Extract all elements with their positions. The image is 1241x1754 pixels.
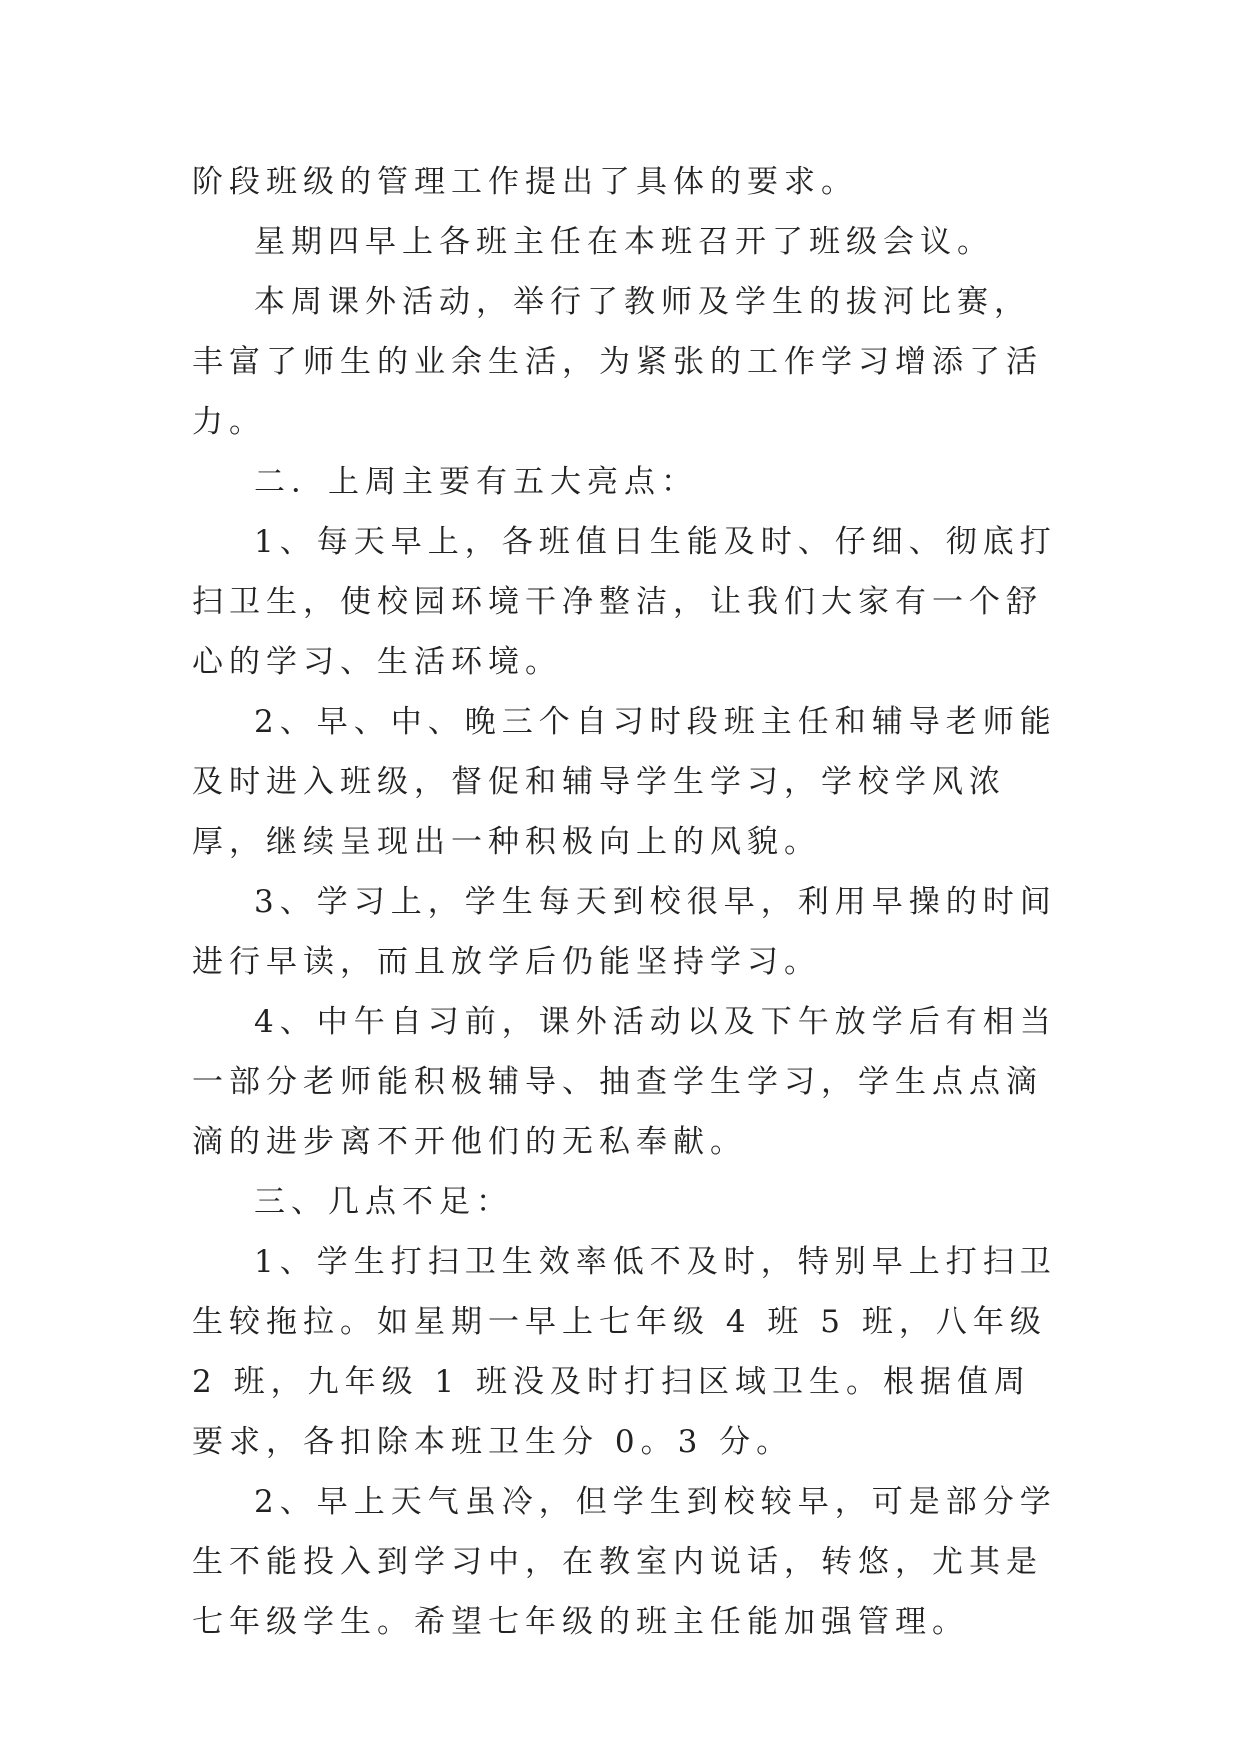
list-item: 2、早上天气虽冷，但学生到校较早，可是部分学生不能投入到学习中，在教室内说话，转悠，尤其是七年级学生。希望七年级的班主任能加强管理。 <box>192 1484 1057 1640</box>
list-item: 1、学生打扫卫生效率低不及时，特别早上打扫卫生较拖拉。如星期一早上七年级 4 班 5 班，八年级 2 班，九年级 1 班没及时打扫区域卫生。根据值周要求，各扣除本班卫生分 0。3 分。 <box>192 1244 1057 1460</box>
paragraph: 星期四早上各班主任在本班召开了班级会议。 <box>254 224 994 260</box>
list-item: 4、中午自习前，课外活动以及下午放学后有相当一部分老师能积极辅导、抽查学生学习，学生点点滴滴的进步离不开他们的无私奉献。 <box>192 1004 1057 1160</box>
paragraph: 阶段班级的管理工作提出了具体的要求。 <box>192 164 858 200</box>
section-heading: 三、几点不足： <box>254 1184 513 1220</box>
list-item: 2、早、中、晚三个自习时段班主任和辅导老师能及时进入班级，督促和辅导学生学习，学校学风浓厚，继续呈现出一种积极向上的风貌。 <box>192 704 1057 860</box>
list-item: 3、学习上，学生每天到校很早，利用早操的时间进行早读，而且放学后仍能坚持学习。 <box>192 884 1057 980</box>
document-body <box>192 152 1062 1652</box>
section-heading: 二．上周主要有五大亮点： <box>254 464 698 500</box>
paragraph: 本周课外活动，举行了教师及学生的拔河比赛，丰富了师生的业余生活，为紧张的工作学习增添了活力。 <box>192 284 1043 440</box>
list-item: 1、每天早上，各班值日生能及时、仔细、彻底打扫卫生，使校园环境干净整洁，让我们大家有一个舒心的学习、生活环境。 <box>192 524 1057 680</box>
